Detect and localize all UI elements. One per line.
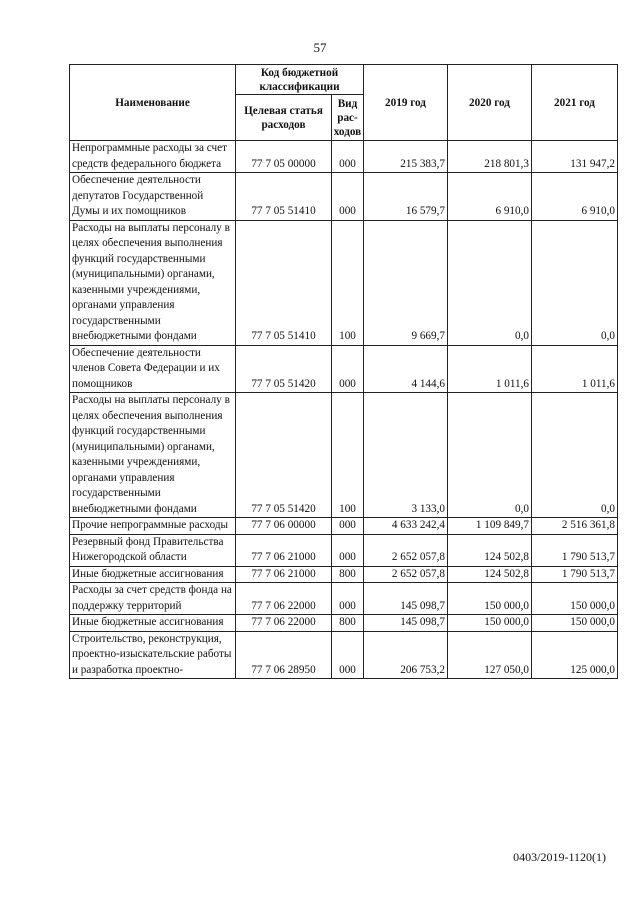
row-name: Прочие непрограммные расходы (70, 518, 236, 535)
row-expense-kind: 000 (332, 173, 364, 221)
row-value-2020: 127 050,0 (448, 631, 532, 679)
header-2021: 2021 год (532, 65, 618, 141)
table-row (70, 615, 618, 632)
row-value-2019: 3 133,0 (364, 393, 448, 518)
row-expense-kind: 000 (332, 518, 364, 535)
page-number: 57 (313, 40, 327, 55)
row-value-2019: 2 652 057,8 (364, 534, 448, 566)
row-value-2019: 206 753,2 (364, 631, 448, 679)
header-expense-kind: Вид рас-ходов (332, 95, 364, 141)
row-expense-kind: 000 (332, 583, 364, 615)
row-target-item: 77 7 05 00000 (236, 141, 332, 173)
row-name: Непрограммные расходы за счет средств федерального бюджета (70, 141, 236, 173)
table-row (70, 631, 618, 679)
row-value-2019: 4 144,6 (364, 345, 448, 393)
row-value-2020: 6 910,0 (448, 173, 532, 221)
row-value-2019: 145 098,7 (364, 615, 448, 632)
row-target-item: 77 7 06 21000 (236, 534, 332, 566)
table-row (70, 518, 618, 535)
row-value-2020: 150 000,0 (448, 615, 532, 632)
row-value-2021: 131 947,2 (532, 141, 618, 173)
row-value-2021: 1 790 513,7 (532, 534, 618, 566)
row-target-item: 77 7 06 22000 (236, 583, 332, 615)
row-value-2019: 16 579,7 (364, 173, 448, 221)
row-expense-kind: 000 (332, 534, 364, 566)
row-value-2021: 6 910,0 (532, 173, 618, 221)
row-target-item: 77 7 05 51410 (236, 220, 332, 345)
row-value-2020: 124 502,8 (448, 534, 532, 566)
row-value-2020: 124 502,8 (448, 566, 532, 583)
row-value-2021: 2 516 361,8 (532, 518, 618, 535)
row-value-2019: 145 098,7 (364, 583, 448, 615)
table-row (70, 141, 618, 173)
row-target-item: 77 7 06 28950 (236, 631, 332, 679)
document-reference: 0403/2019-1120(1) (513, 850, 606, 864)
row-name: Обеспечение деятельности депутатов Государственной Думы и их помощников (70, 173, 236, 221)
row-target-item: 77 7 05 51420 (236, 393, 332, 518)
table-row (70, 345, 618, 393)
row-value-2019: 9 669,7 (364, 220, 448, 345)
row-target-item: 77 7 05 51410 (236, 173, 332, 221)
table-row (70, 566, 618, 583)
row-value-2020: 0,0 (448, 220, 532, 345)
row-name: Строительство, реконструкция, проектно-изыскательские работы и разработка проектно- (70, 631, 236, 679)
row-value-2021: 0,0 (532, 393, 618, 518)
row-value-2021: 150 000,0 (532, 615, 618, 632)
row-value-2020: 218 801,3 (448, 141, 532, 173)
row-value-2019: 2 652 057,8 (364, 566, 448, 583)
table-row (70, 583, 618, 615)
row-value-2020: 1 011,6 (448, 345, 532, 393)
row-name: Резервный фонд Правительства Нижегородской области (70, 534, 236, 566)
row-value-2020: 1 109 849,7 (448, 518, 532, 535)
header-2020: 2020 год (448, 65, 532, 141)
row-value-2021: 1 011,6 (532, 345, 618, 393)
header-target-item: Целевая статья расходов (236, 95, 332, 141)
row-target-item: 77 7 05 51420 (236, 345, 332, 393)
row-name: Расходы на выплаты персоналу в целях обеспечения выполнения функций государственными (муниципальными) органами, казенными учреждениями, органами управления государственными внебюджетными фондами (70, 393, 236, 518)
row-name: Иные бюджетные ассигнования (70, 566, 236, 583)
row-expense-kind: 100 (332, 220, 364, 345)
row-value-2021: 1 790 513,7 (532, 566, 618, 583)
row-value-2021: 125 000,0 (532, 631, 618, 679)
row-expense-kind: 000 (332, 631, 364, 679)
row-value-2020: 0,0 (448, 393, 532, 518)
row-name: Расходы за счет средств фонда на поддержку территорий (70, 583, 236, 615)
header-2019: 2019 год (364, 65, 448, 141)
row-value-2021: 0,0 (532, 220, 618, 345)
row-value-2020: 150 000,0 (448, 583, 532, 615)
table-row (70, 534, 618, 566)
row-expense-kind: 100 (332, 393, 364, 518)
table-row (70, 173, 618, 221)
row-target-item: 77 7 06 00000 (236, 518, 332, 535)
header-name: Наименование (70, 65, 236, 141)
row-value-2021: 150 000,0 (532, 583, 618, 615)
row-name: Обеспечение деятельности членов Совета Федерации и их помощников (70, 345, 236, 393)
row-value-2019: 215 383,7 (364, 141, 448, 173)
budget-table (69, 64, 618, 679)
row-expense-kind: 800 (332, 566, 364, 583)
row-expense-kind: 800 (332, 615, 364, 632)
row-name: Иные бюджетные ассигнования (70, 615, 236, 632)
row-name: Расходы на выплаты персоналу в целях обеспечения выполнения функций государственными (муниципальными) органами, казенными учреждениями, органами управления государственными внебюджетными фондами (70, 220, 236, 345)
row-target-item: 77 7 06 21000 (236, 566, 332, 583)
table-row (70, 220, 618, 345)
row-value-2019: 4 633 242,4 (364, 518, 448, 535)
table-row (70, 393, 618, 518)
row-expense-kind: 000 (332, 345, 364, 393)
row-expense-kind: 000 (332, 141, 364, 173)
row-target-item: 77 7 06 22000 (236, 615, 332, 632)
header-code-group: Код бюджетной классификации (236, 65, 364, 95)
